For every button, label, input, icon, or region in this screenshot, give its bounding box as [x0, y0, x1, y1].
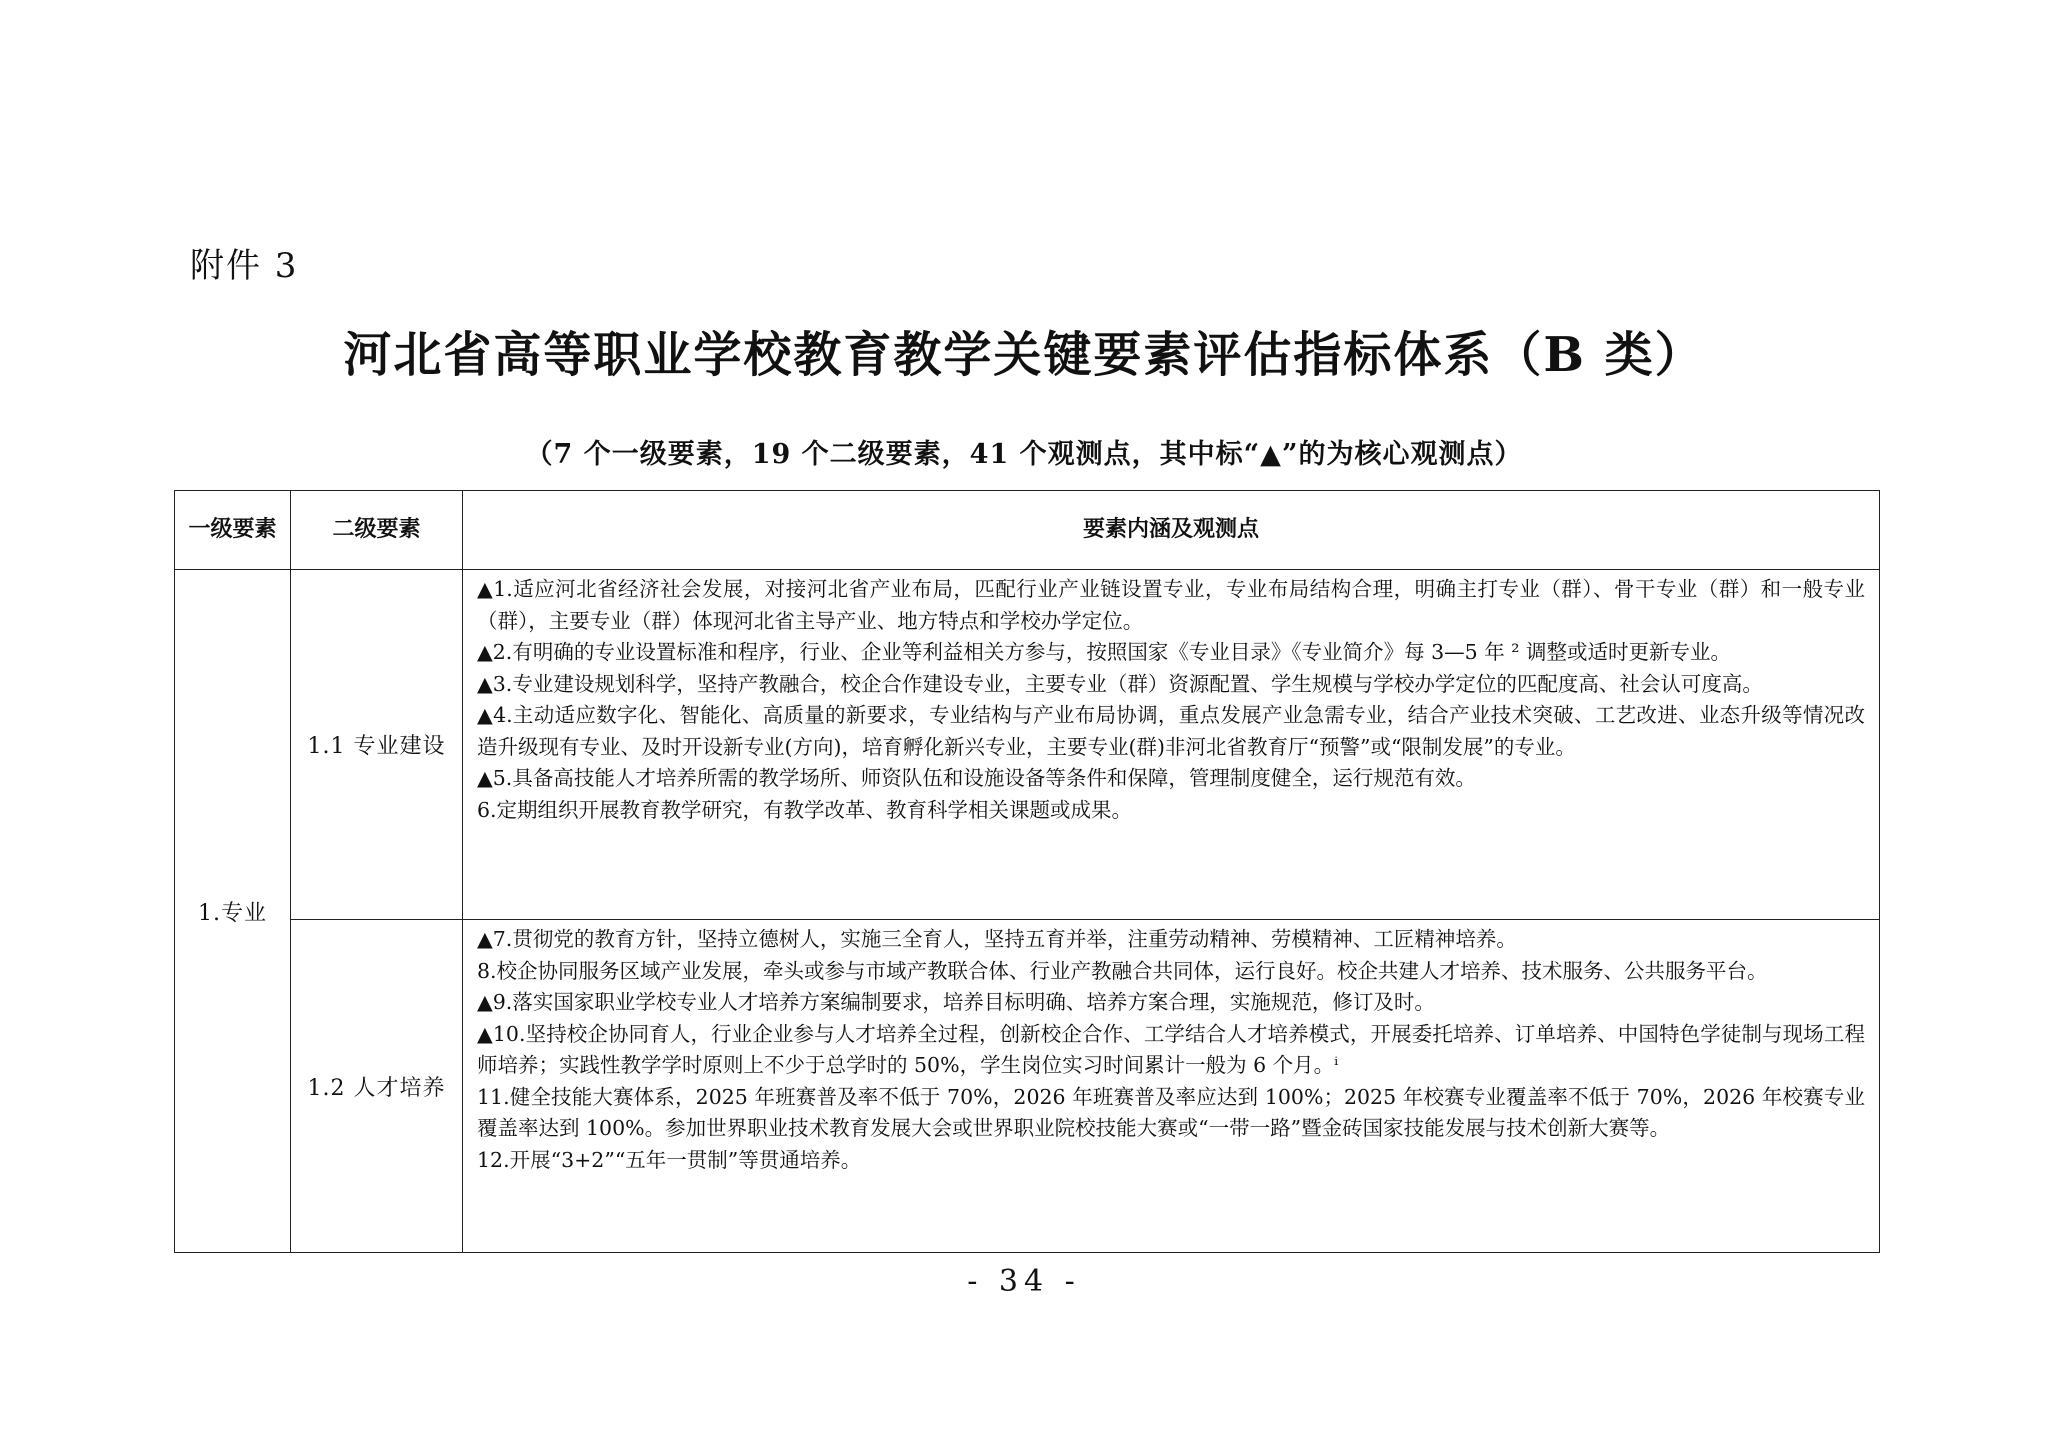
- level2-element: 1.1 专业建设: [291, 570, 463, 920]
- observation-points: [463, 570, 1880, 920]
- observation-point: 8.校企协同服务区域产业发展，牵头或参与市域产教联合体、行业产教融合共同体，运行良好。校企共建人才培养、技术服务、公共服务平台。: [477, 958, 1768, 983]
- observation-point: ▲4.主动适应数字化、智能化、高质量的新要求，专业结构与产业布局协调，重点发展产业急需专业，结合产业技术突破、工艺改进、业态升级等情况改造升级现有专业、及时开设新专业(方向)，培育孵化新兴专业，主要专业(群)非河北省教育厅“预警”或“限制发展”的专业。: [477, 703, 1865, 759]
- header-level2: 二级要素: [291, 491, 463, 570]
- table-row: [175, 920, 1880, 1253]
- level2-element: 1.2 人才培养: [291, 920, 463, 1253]
- header-content: 要素内涵及观测点: [463, 491, 1880, 570]
- observation-point: ▲5.具备高技能人才培养所需的教学场所、师资队伍和设施设备等条件和保障，管理制度健全，运行规范有效。: [477, 766, 1476, 790]
- table-header-row: [175, 491, 1880, 570]
- observation-points: [463, 920, 1880, 1253]
- page-number: - 34 -: [967, 1264, 1081, 1299]
- attachment-label: 附件 3: [190, 246, 299, 286]
- page-subtitle: （7 个一级要素，19 个二级要素，41 个观测点，其中标“▲”的为核心观测点）: [525, 439, 1523, 470]
- table-row: [175, 570, 1880, 920]
- observation-point: ▲3.专业建设规划科学，坚持产教融合，校企合作建设专业，主要专业（群）资源配置、学生规模与学校办学定位的匹配度高、社会认可度高。: [477, 671, 1763, 696]
- observation-point: 11.健全技能大赛体系，2025 年班赛普及率不低于 70%，2026 年班赛普及率应达到 100%；2025 年校赛专业覆盖率不低于 70%，2026 年校赛专业覆盖率达到 100%。参加世界职业技术教育发展大会或世界职业院校技能大赛或“一带一路”暨金砖国家技能发展与技术创新大赛等。: [477, 1084, 1865, 1140]
- observation-point: ▲7.贯彻党的教育方针，坚持立德树人，实施三全育人，坚持五育并举，注重劳动精神、劳模精神、工匠精神培养。: [477, 927, 1517, 951]
- observation-point: 6.定期组织开展教育教学研究，有教学改革、教育科学相关课题或成果。: [477, 797, 1133, 822]
- page-title: 河北省高等职业学校教育教学关键要素评估指标体系（B 类）: [343, 327, 1705, 383]
- observation-point: ▲1.适应河北省经济社会发展，对接河北省产业布局，匹配行业产业链设置专业，专业布局结构合理，明确主打专业（群）、骨干专业（群）和一般专业（群），主要专业（群）体现河北省主导产业、地方特点和学校办学定位。: [477, 577, 1865, 633]
- observation-point: 12.开展“3+2”“五年一贯制”等贯通培养。: [477, 1147, 862, 1172]
- observation-point: ▲9.落实国家职业学校专业人才培养方案编制要求，培养目标明确、培养方案合理，实施规范，修订及时。: [477, 990, 1435, 1014]
- indicator-table: [174, 490, 1880, 1253]
- observation-point: ▲2.有明确的专业设置标准和程序，行业、企业等利益相关方参与，按照国家《专业目录》《专业简介》每 3—5 年 ² 调整或适时更新专业。: [477, 640, 1731, 664]
- observation-point: ▲10.坚持校企协同育人，行业企业参与人才培养全过程，创新校企合作、工学结合人才培养模式，开展委托培养、订单培养、中国特色学徒制与现场工程师培养；实践性教学学时原则上不少于总学时的 50%，学生岗位实习时间累计一般为 6 个月。ⁱ: [477, 1021, 1865, 1077]
- level1-element: 1.专业: [175, 570, 291, 1253]
- header-level1: 一级要素: [175, 491, 291, 570]
